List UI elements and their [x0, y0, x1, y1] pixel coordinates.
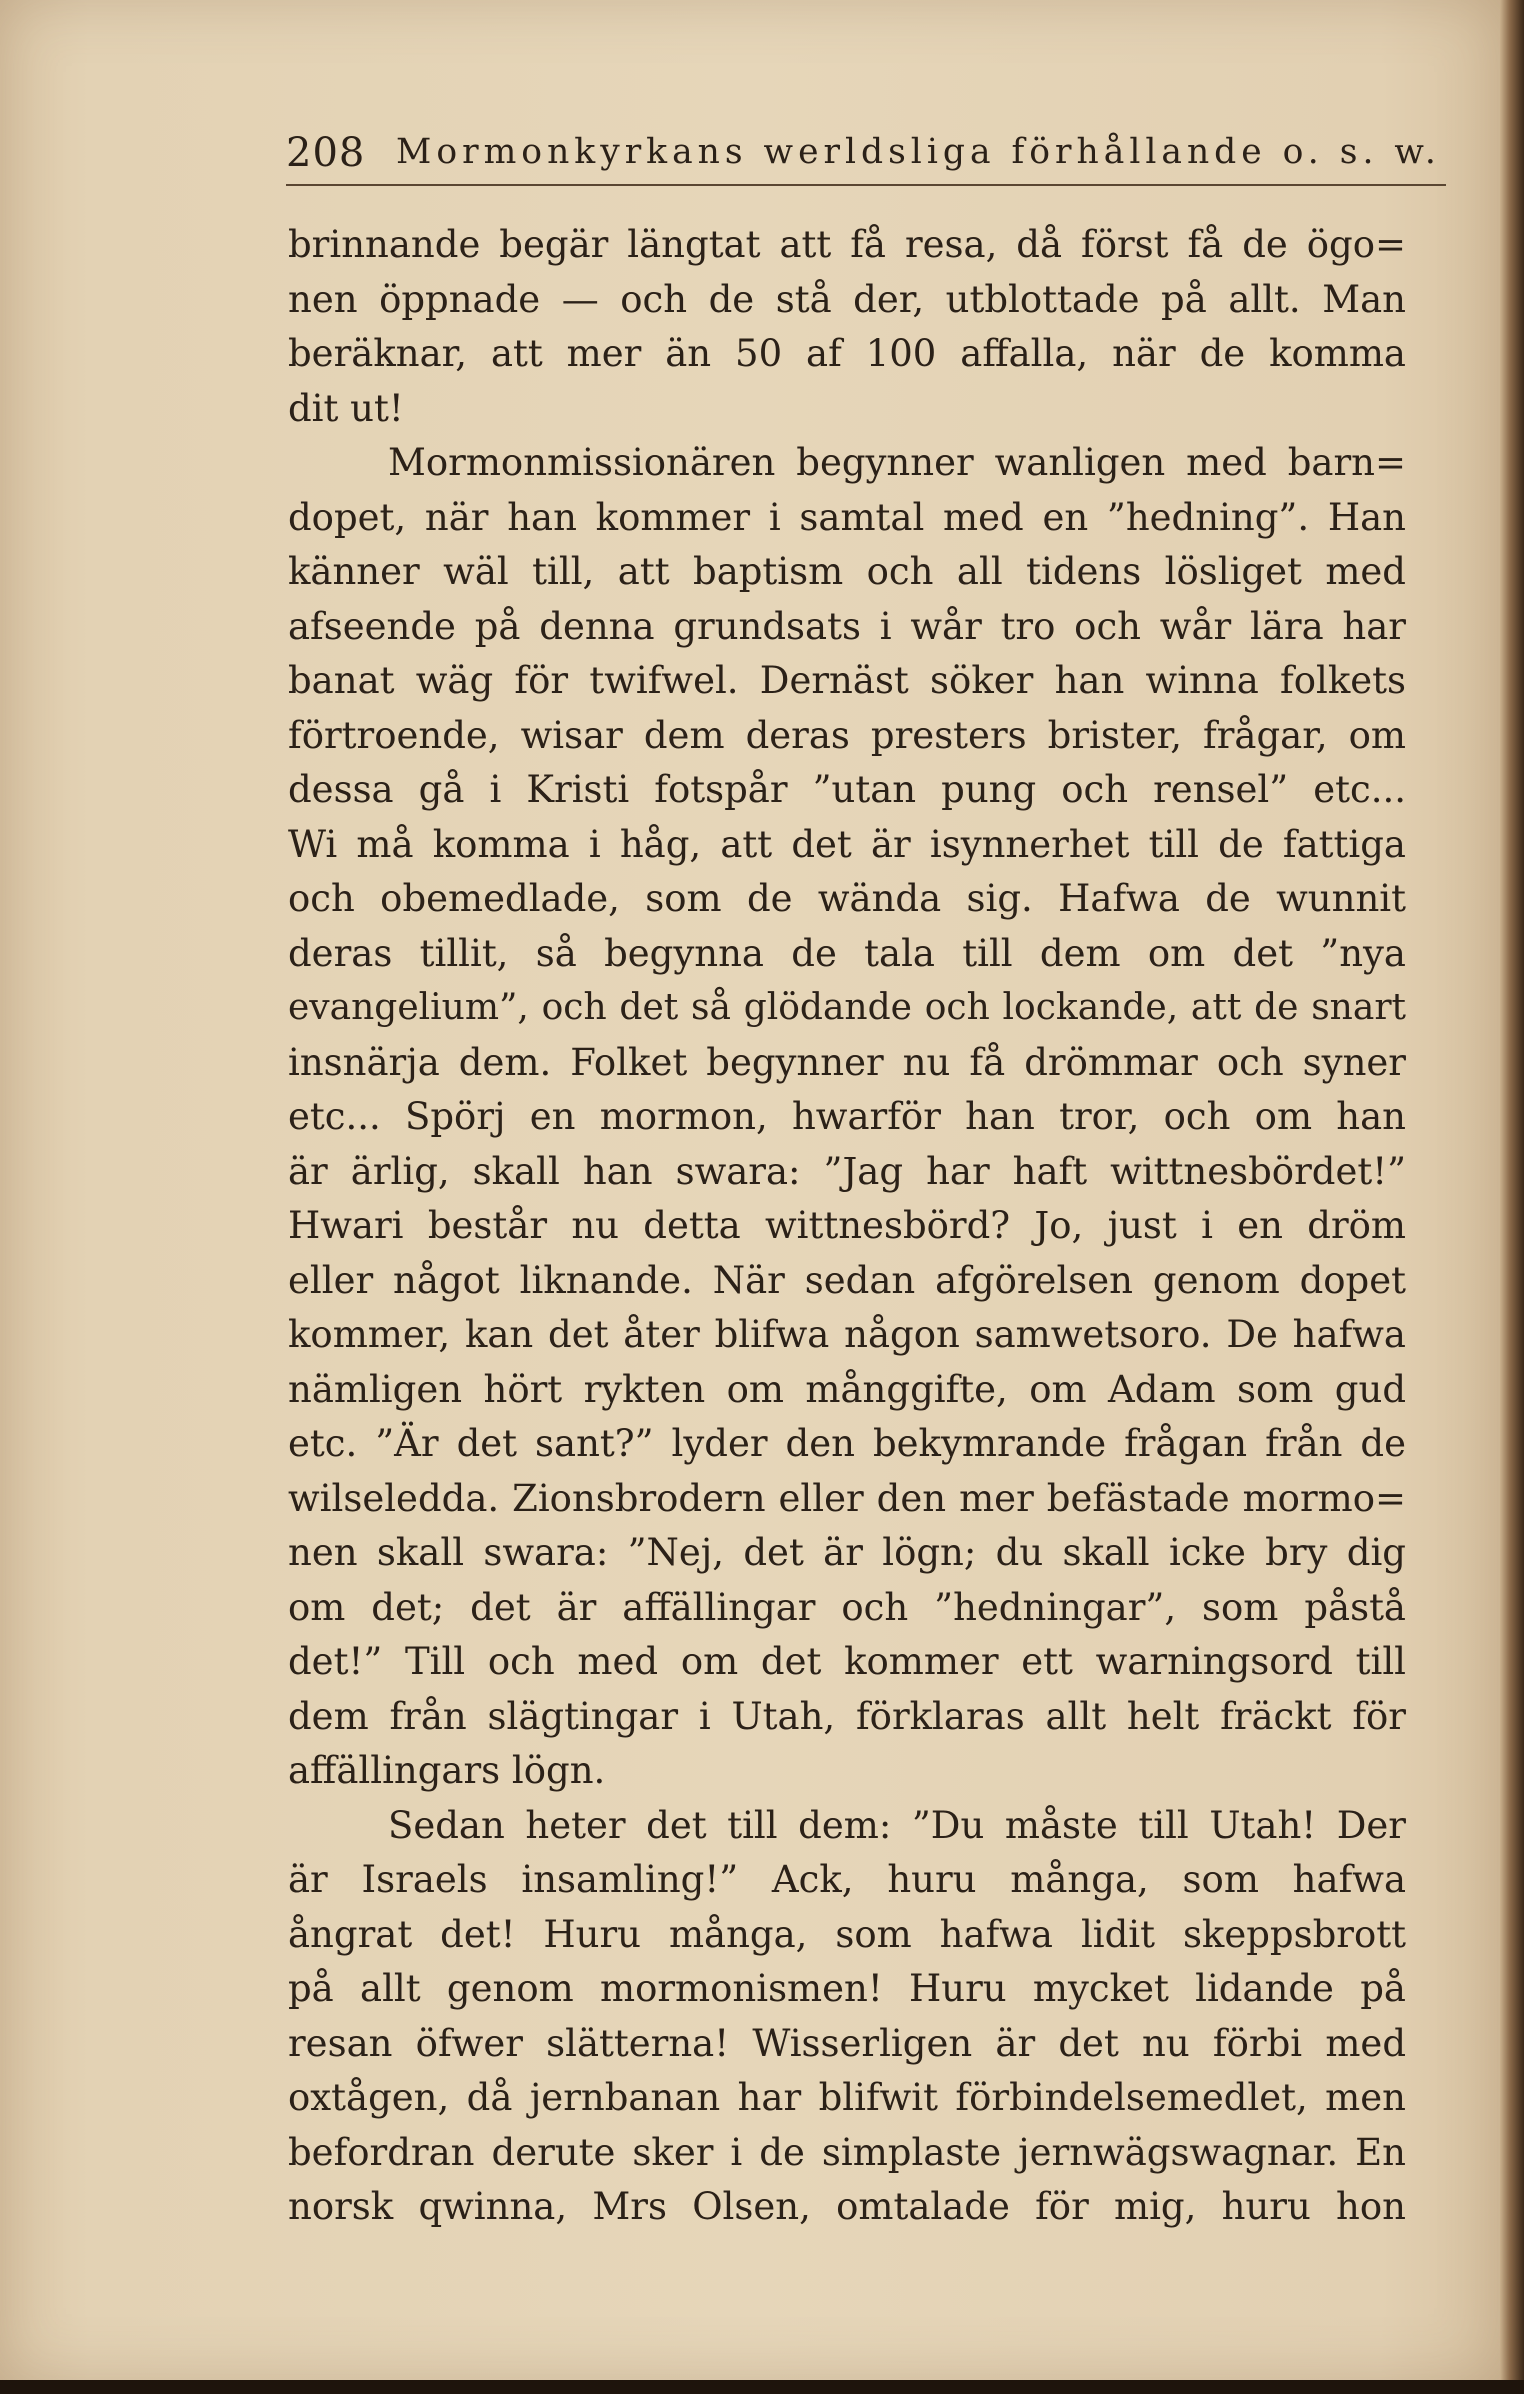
text-line: oxtågen, då jernbanan har blifwit förbindelsemedlet, men	[288, 2076, 1406, 2119]
text-line: kommer, kan det åter blifwa någon samwetsoro. De hafwa	[288, 1313, 1406, 1356]
text-line: Hwari består nu detta wittnesbörd? Jo, just i en dröm	[288, 1204, 1406, 1247]
text-line: eller något liknande. När sedan afgörelsen genom dopet	[288, 1258, 1406, 1302]
text-line: dessa gå i Kristi fotspår ”utan pung och rensel” etc...	[288, 768, 1406, 811]
body-text	[288, 218, 1406, 2235]
text-line: evangelium”, och det så glödande och lockande, att de snart	[288, 987, 1406, 1028]
text-line: norsk qwinna, Mrs Olsen, omtalade för mig, huru hon	[288, 2185, 1406, 2228]
text-line: och obemedlade, som de wända sig. Hafwa de wunnit	[288, 877, 1406, 920]
text-line: nen skall swara: ”Nej, det är lögn; du skall icke bry dig	[288, 1531, 1406, 1574]
text-line: är Israels insamling!” Ack, huru många, som hafwa	[288, 1858, 1406, 1901]
text-line: dopet, när han kommer i samtal med en ”hedning”. Han	[288, 495, 1406, 539]
text-line: Wi må komma i håg, att det är isynnerhet till de fattiga	[288, 822, 1406, 866]
page-edge	[1500, 0, 1524, 2394]
text-line: dem från slägtingar i Utah, förklaras allt helt fräckt för	[288, 1694, 1406, 1738]
text-line: wilseledda. Zionsbrodern eller den mer befästade mormo=	[288, 1476, 1406, 1520]
text-line: förtroende, wisar dem deras presters brister, frågar, om	[288, 713, 1406, 757]
text-line: det!” Till och med om det kommer ett warningsord till	[288, 1640, 1406, 1683]
text-line: känner wäl till, att baptism och all tidens lösliget med	[288, 550, 1406, 593]
text-line: deras tillit, så begynna de tala till dem om det ”nya	[288, 931, 1406, 975]
text-line: befordran derute sker i de simplaste jernwägswagnar. En	[288, 2130, 1406, 2174]
text-line: brinnande begär längtat att få resa, då först få de ögo=	[288, 223, 1406, 266]
text-line: banat wäg för twifwel. Dernäst söker han winna folkets	[288, 659, 1406, 702]
text-line: om det; det är affällingar och ”hedningar”, som påstå	[288, 1585, 1406, 1629]
text-line: insnärja dem. Folket begynner nu få drömmar och syner	[288, 1040, 1406, 1084]
text-line: nämligen hört rykten om månggifte, om Adam som gud	[288, 1367, 1406, 1411]
text-line: Sedan heter det till dem: ”Du måste till Utah! Der	[388, 1803, 1406, 1847]
page-bottom-edge	[0, 2380, 1524, 2394]
page-number: 208	[286, 130, 366, 176]
text-line: är ärlig, skall han swara: ”Jag har haft wittnesbördet!”	[288, 1149, 1406, 1193]
text-line: Mormonmissionären begynner wanligen med barn=	[388, 441, 1406, 484]
page-header	[286, 122, 1446, 186]
text-line: beräknar, att mer än 50 af 100 affalla, när de komma	[288, 332, 1406, 375]
text-line: afseende på denna grundsats i wår tro och wår lära har	[288, 604, 1406, 648]
text-line: på allt genom mormonismen! Huru mycket lidande på	[288, 1967, 1406, 2010]
running-head: Mormonkyrkans werldsliga förhållande o. s. w.	[396, 132, 1441, 172]
text-line: ångrat det! Huru många, som hafwa lidit skeppsbrott	[288, 1912, 1406, 1956]
text-line: nen öppnade — och de stå der, utblottade på allt. Man	[288, 277, 1406, 321]
text-line: dit ut!	[288, 386, 404, 430]
text-line: affällingars lögn.	[288, 1749, 606, 1792]
text-line: resan öfwer slätterna! Wisserligen är det nu förbi med	[288, 2021, 1406, 2065]
text-line: etc. ”Är det sant?” lyder den bekymrande frågan från de	[288, 1422, 1406, 1465]
text-line: etc... Spörj en mormon, hwarför han tror, och om han	[288, 1095, 1406, 1138]
